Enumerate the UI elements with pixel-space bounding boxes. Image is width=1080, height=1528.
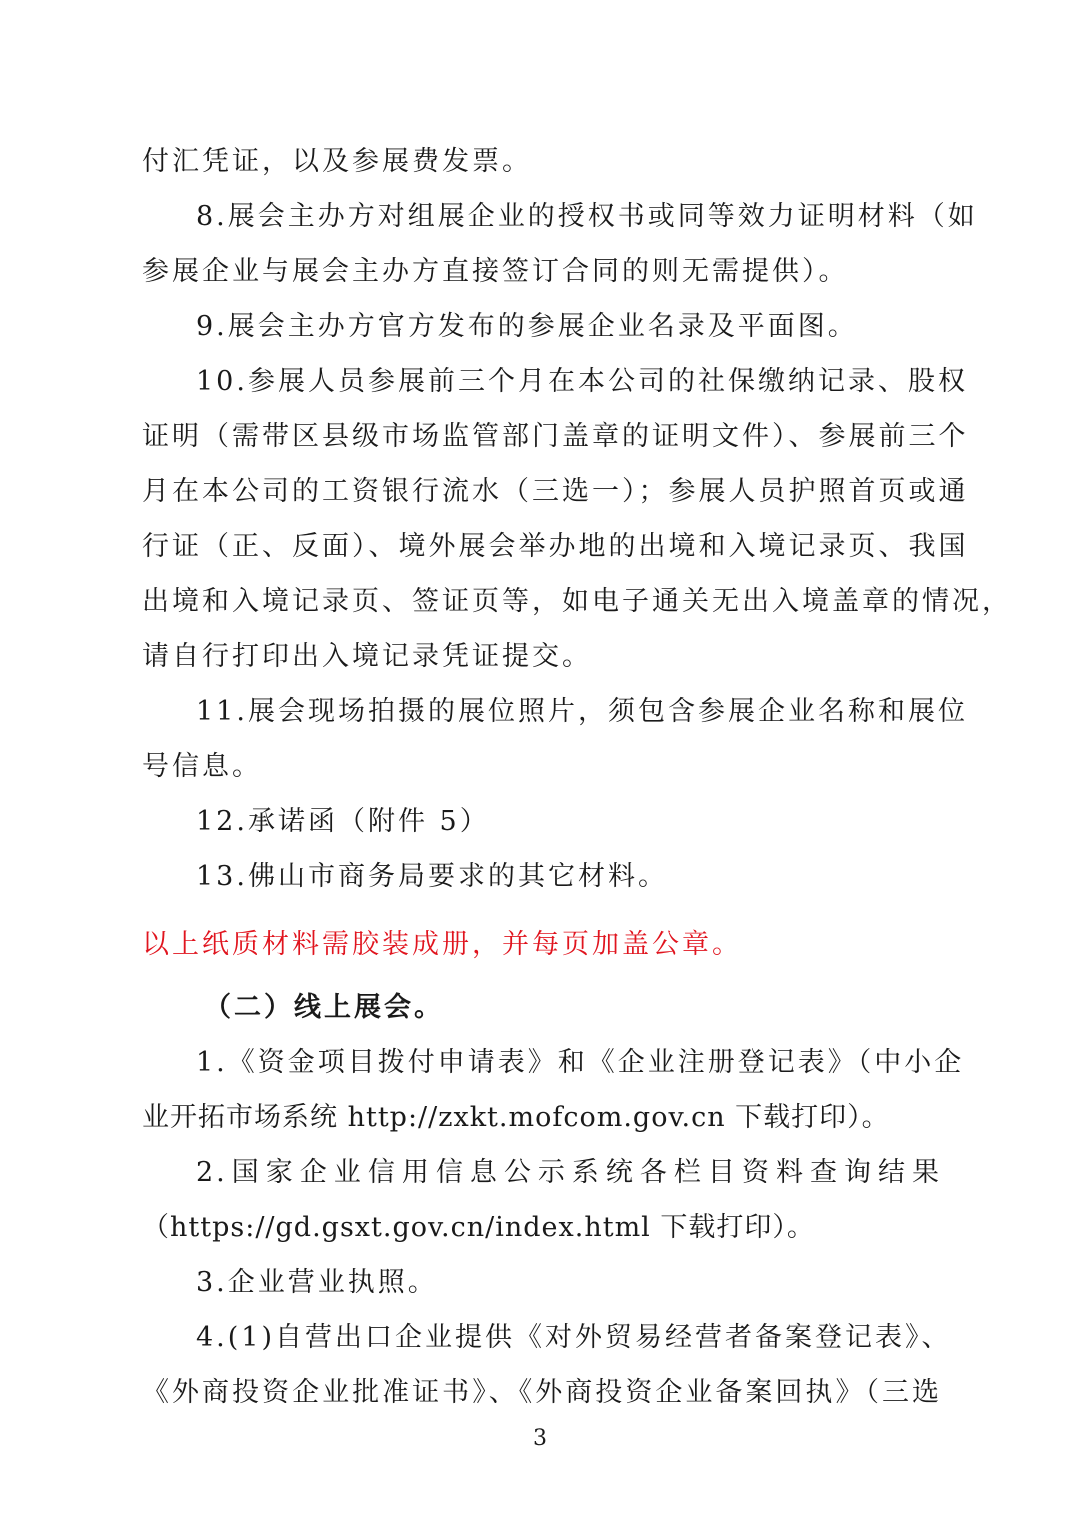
text-line: 参展企业与展会主办方直接签订合同的则无需提供）。 (142, 256, 849, 287)
text-line: 付汇凭证，以及参展费发票。 (142, 146, 532, 177)
list-item-2: 2.国家企业信用信息公示系统各栏目资料查询结果 (196, 1157, 942, 1188)
text-line: 号信息。 (142, 751, 262, 782)
section-heading: （二）线上展会。 (204, 992, 444, 1023)
text-line: （https://gd.gsxt.gov.cn/index.html 下载打印）。 (142, 1212, 815, 1243)
list-item-3: 3.企业营业执照。 (196, 1267, 438, 1298)
text-line: 业开拓市场系统 http://zxkt.mofcom.gov.cn 下载打印）。 (142, 1102, 890, 1133)
list-item-8: 8.展会主办方对组展企业的授权书或同等效力证明材料（如 (196, 201, 978, 232)
list-item-4: 4.(1)自营出口企业提供《对外贸易经营者备案登记表》、 (196, 1322, 952, 1353)
list-item-10: 10.参展人员参展前三个月在本公司的社保缴纳记录、股权 (196, 366, 968, 397)
red-notice: 以上纸质材料需胶装成册，并每页加盖公章。 (142, 929, 742, 960)
text-line: 请自行打印出入境记录凭证提交。 (142, 641, 592, 672)
list-item-11: 11.展会现场拍摄的展位照片，须包含参展企业名称和展位 (196, 696, 968, 727)
text-line: 《外商投资企业批准证书》、《外商投资企业备案回执》（三选 (142, 1377, 942, 1408)
list-item-12: 12.承诺函（附件 5） (196, 806, 490, 837)
list-item-1: 1.《资金项目拨付申请表》和《企业注册登记表》（中小企 (196, 1047, 965, 1078)
list-item-13: 13.佛山市商务局要求的其它材料。 (196, 861, 668, 892)
list-item-9: 9.展会主办方官方发布的参展企业名录及平面图。 (196, 311, 858, 342)
text-line: 月在本公司的工资银行流水（三选一）；参展人员护照首页或通 (142, 476, 969, 507)
text-line: 出境和入境记录页、签证页等，如电子通关无出入境盖章的情况， (142, 586, 1012, 617)
page-number: 3 (533, 1426, 547, 1451)
text-line: 证明（需带区县级市场监管部门盖章的证明文件）、参展前三个 (142, 421, 969, 452)
text-line: 行证（正、反面）、境外展会举办地的出境和入境记录页、我国 (142, 531, 969, 562)
